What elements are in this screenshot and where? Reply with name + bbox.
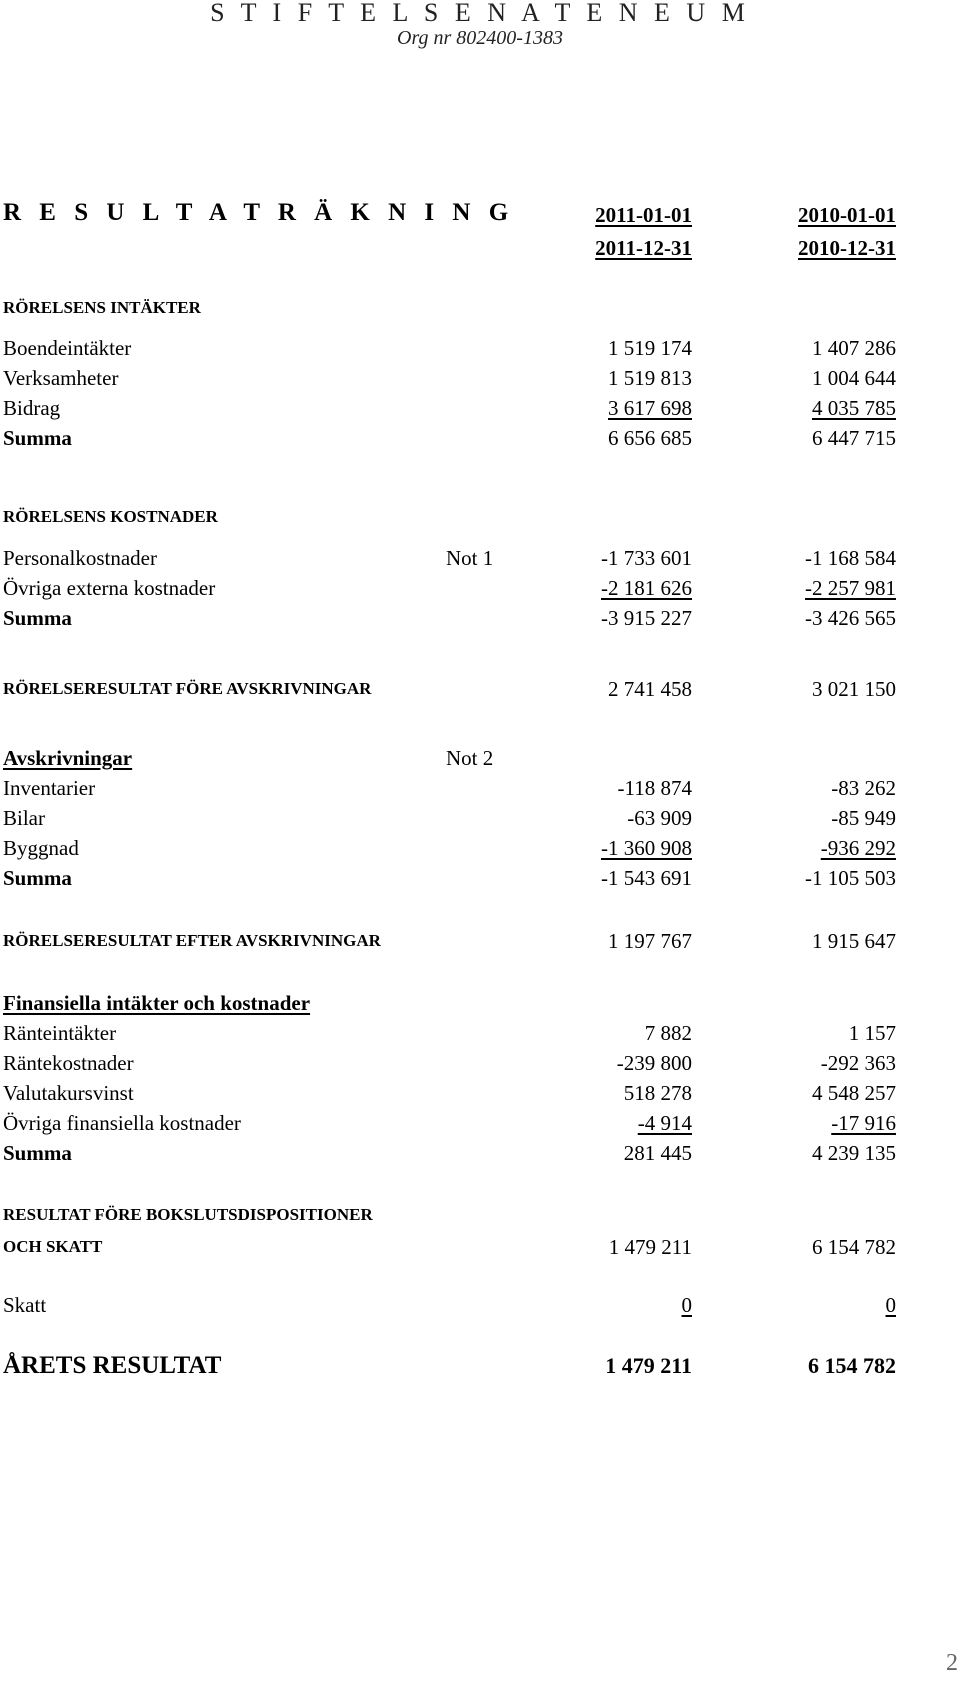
- value-2010: 6 154 782: [812, 1235, 896, 1259]
- result-label-line2: OCH SKATT: [3, 1237, 103, 1256]
- value-2011: 0: [681, 1293, 692, 1317]
- result-row: [0, 674, 960, 704]
- row-label: Boendeintäkter: [3, 336, 132, 360]
- table-row: [0, 1078, 960, 1108]
- period-2011-end: 2011-12-31: [595, 236, 692, 260]
- table-row: [0, 1108, 960, 1138]
- table-row: [0, 833, 960, 863]
- value-2011: -118 874: [617, 776, 692, 800]
- document-title: R E S U L T A T R Ä K N I N G: [3, 199, 515, 226]
- section-heading: [0, 293, 960, 323]
- result-row: [0, 926, 960, 956]
- note-reference: Not 2: [446, 746, 494, 770]
- sum-2011: 281 445: [623, 1141, 692, 1165]
- value-2010: 1 407 286: [812, 336, 896, 360]
- sum-2010: 6 447 715: [812, 426, 896, 450]
- result-label-row: [0, 1200, 960, 1230]
- row-label: Räntekostnader: [3, 1051, 134, 1075]
- period-2010-end: 2010-12-31: [798, 236, 896, 260]
- result-label: RÖRELSERESULTAT EFTER AVSKRIVNINGAR: [3, 931, 381, 950]
- table-row: [0, 1048, 960, 1078]
- row-label: Övriga externa kostnader: [3, 576, 216, 600]
- value-2011: 2 741 458: [608, 677, 692, 701]
- value-2011: -239 800: [616, 1051, 692, 1075]
- section-heading: [0, 743, 960, 773]
- value-2010: -292 363: [820, 1051, 896, 1075]
- value-2010: -1 168 584: [805, 546, 896, 570]
- value-2011: -1 360 908: [601, 836, 692, 860]
- row-label: Skatt: [3, 1293, 47, 1317]
- row-label: Personalkostnader: [3, 546, 157, 570]
- table-row: [0, 803, 960, 833]
- sum-row: [0, 1138, 960, 1168]
- note-reference: Not 1: [446, 546, 494, 570]
- table-row: [0, 363, 960, 393]
- final-value-2010: 6 154 782: [808, 1353, 896, 1378]
- page-number: 2: [946, 1650, 958, 1676]
- value-2011: -63 909: [627, 806, 692, 830]
- sum-2010: -1 105 503: [805, 866, 896, 890]
- value-2010: 1 004 644: [812, 366, 896, 390]
- sum-2010: -3 426 565: [805, 606, 896, 630]
- value-2011: -1 733 601: [601, 546, 692, 570]
- final-value-2011: 1 479 211: [605, 1353, 692, 1378]
- row-label: Ränteintäkter: [3, 1021, 117, 1045]
- sum-2011: -1 543 691: [601, 866, 692, 890]
- row-label: Byggnad: [3, 836, 79, 860]
- row-label: Bidrag: [3, 396, 61, 420]
- value-2010: -17 916: [831, 1111, 896, 1135]
- value-2011: 518 278: [623, 1081, 692, 1105]
- value-2011: -4 914: [637, 1111, 692, 1135]
- value-2010: -2 257 981: [805, 576, 896, 600]
- value-2011: 1 479 211: [608, 1235, 692, 1259]
- org-number: Org nr 802400-1383: [397, 27, 563, 49]
- period-2011-start: 2011-01-01: [595, 203, 692, 227]
- final-result-label: ÅRETS RESULTAT: [3, 1352, 222, 1379]
- row-label: Inventarier: [3, 776, 96, 800]
- table-row: [0, 333, 960, 363]
- sum-row: [0, 423, 960, 453]
- sum-2010: 4 239 135: [812, 1141, 896, 1165]
- final-result-row: [0, 1351, 960, 1381]
- row-label: Valutakursvinst: [3, 1081, 134, 1105]
- value-2011: 1 197 767: [608, 929, 692, 953]
- table-row: [0, 543, 960, 573]
- section-heading: [0, 502, 960, 532]
- avskrivningar-heading: Avskrivningar: [3, 746, 133, 770]
- table-row: [0, 1290, 960, 1320]
- value-2011: -2 181 626: [601, 576, 692, 600]
- sum-label: Summa: [3, 426, 72, 450]
- sum-2011: -3 915 227: [601, 606, 692, 630]
- section-heading: [0, 988, 960, 1018]
- period-start-row: [0, 200, 960, 230]
- row-label: Övriga finansiella kostnader: [3, 1111, 241, 1135]
- table-row: [0, 573, 960, 603]
- row-label: Verksamheter: [3, 366, 119, 390]
- value-2010: -85 949: [831, 806, 896, 830]
- value-2010: 0: [885, 1293, 896, 1317]
- value-2010: 1 157: [848, 1021, 896, 1045]
- value-2011: 1 519 174: [608, 336, 692, 360]
- value-2010: 4 548 257: [812, 1081, 896, 1105]
- value-2010: 3 021 150: [812, 677, 896, 701]
- finansiella-heading: Finansiella intäkter och kostnader: [3, 991, 311, 1015]
- value-2011: 7 882: [644, 1021, 692, 1045]
- sum-label: Summa: [3, 606, 72, 630]
- foundation-name: S T I F T E L S E N A T E N E U M: [210, 0, 750, 27]
- value-2010: 4 035 785: [812, 396, 896, 420]
- value-2011: 3 617 698: [608, 396, 692, 420]
- table-row: [0, 1018, 960, 1048]
- result-row: [0, 1232, 960, 1262]
- value-2010: 1 915 647: [812, 929, 896, 953]
- result-label-line1: RESULTAT FÖRE BOKSLUTSDISPOSITIONER: [3, 1205, 373, 1224]
- period-end-row: [0, 233, 960, 263]
- value-2010: -936 292: [820, 836, 896, 860]
- sum-row: [0, 603, 960, 633]
- sum-label: Summa: [3, 1141, 72, 1165]
- table-row: [0, 393, 960, 423]
- sum-row: [0, 863, 960, 893]
- sum-2011: 6 656 685: [608, 426, 692, 450]
- result-label: RÖRELSERESULTAT FÖRE AVSKRIVNINGAR: [3, 679, 372, 698]
- value-2010: -83 262: [831, 776, 896, 800]
- table-row: [0, 773, 960, 803]
- intakter-heading: RÖRELSENS INTÄKTER: [3, 298, 201, 317]
- sum-label: Summa: [3, 866, 72, 890]
- value-2011: 1 519 813: [608, 366, 692, 390]
- kostnader-heading: RÖRELSENS KOSTNADER: [3, 507, 218, 526]
- row-label: Bilar: [3, 806, 45, 830]
- period-2010-start: 2010-01-01: [798, 203, 896, 227]
